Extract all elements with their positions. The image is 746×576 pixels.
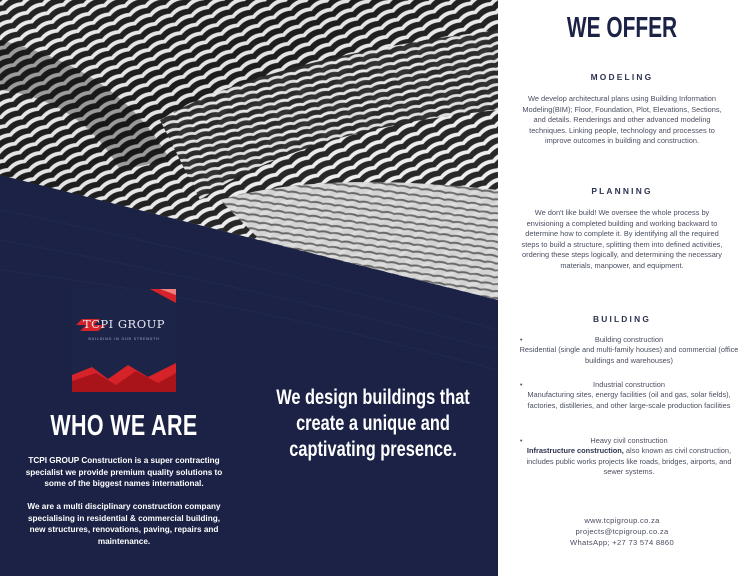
bullet-icon: •: [520, 382, 523, 389]
planning-text: We don't like build! We oversee the whole process by envisioning a completed building and working backward to determine how to complete it. By identifying all the required steps to build a structure, splitting them into defined activities, ordering these steps logically, and determining the necessary materials, manpower, and equipment.: [521, 208, 723, 270]
contact-block: [498, 516, 746, 548]
tagline: [276, 385, 471, 463]
planning-heading: PLANNING: [591, 186, 653, 196]
building-item-2-title: Industrial construction: [593, 380, 665, 389]
building-item-3-title: Heavy civil construction: [590, 436, 668, 445]
building-item-1-title: Building construction: [594, 335, 664, 344]
who-paragraph-2: We are a multi disciplinary construction company specialising in residential & commercial building, new structures, renovations, paving, repairs and maintenance.: [27, 502, 221, 546]
logo-tagline: BUILDING IN OUR STRENGTH: [88, 337, 160, 341]
building-item-1-text: Residential (single and multi-family houses) and commercial (office buildings and warehouses): [519, 345, 739, 365]
building-item-3-text: also known as civil construction, includes public works projects like roads, bridges, airports, and sewer systems.: [526, 446, 732, 477]
building-heading: BUILDING: [592, 314, 652, 324]
building-item-2-text: Manufacturing sites, energy facilities (oil and gas, solar fields), factories, distilleries, and other large-scale production facilities: [527, 390, 731, 410]
building-item-2: [518, 380, 740, 411]
modeling-text: We develop architectural plans using Building Information Modeling(BIM); Floor, Foundation, Plot, Elevations, Sections, and details. Renderings and other advanced modeling techniques. Linking people, technology and processes to improve outcomes in building and construction.: [522, 94, 722, 146]
who-we-are-heading: WHO WE ARE: [50, 410, 198, 442]
we-offer-heading: WE OFFER: [566, 12, 678, 44]
whatsapp-number: WhatsApp; +27 73 574 8860: [570, 537, 674, 547]
bullet-icon: •: [520, 337, 523, 344]
building-item-3: [518, 436, 740, 478]
tagline-line-1: We design buildings that: [276, 386, 470, 409]
modeling-heading: MODELING: [590, 72, 654, 82]
building-item-1: [518, 335, 740, 366]
who-paragraph-1: TCPI GROUP Construction is a super contracting specialist we provide premium quality solutions to some of the biggest names international.: [25, 456, 223, 489]
building-item-3-body: [518, 446, 740, 477]
tagline-line-3: captivating presence.: [289, 438, 457, 461]
building-item-3-bold: Infrastructure construction,: [526, 446, 624, 456]
tagline-line-2: create a unique and: [296, 412, 450, 435]
logo-name: TCPI GROUP: [82, 317, 166, 331]
website-link[interactable]: www.tcpigroup.co.za: [584, 516, 660, 525]
email-link[interactable]: projects@tcpigroup.co.za: [575, 526, 669, 536]
company-logo: [72, 289, 176, 392]
right-panel: [498, 0, 746, 576]
bullet-icon: •: [520, 438, 523, 445]
